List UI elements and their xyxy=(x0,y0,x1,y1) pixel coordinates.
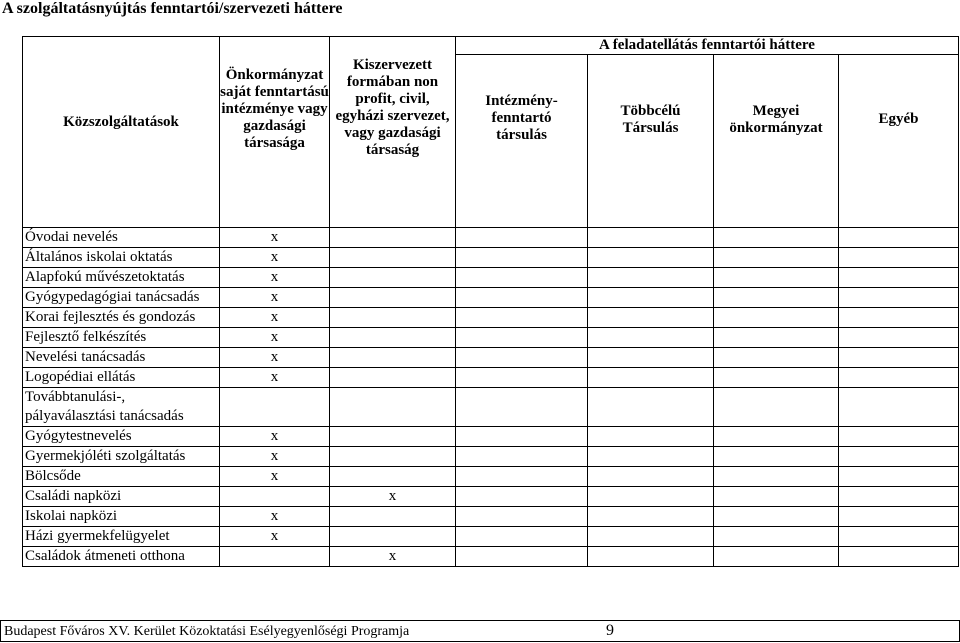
page-title: A szolgáltatásnyújtás fenntartói/szervezeti háttere xyxy=(2,0,343,17)
mark-cell xyxy=(456,427,588,447)
mark-cell xyxy=(839,507,959,527)
mark-cell: x xyxy=(220,248,330,268)
mark-cell xyxy=(330,527,456,547)
mark-cell xyxy=(714,228,839,248)
header-services xyxy=(23,37,220,228)
mark-cell: x xyxy=(220,348,330,368)
header-institution-association xyxy=(456,55,588,228)
mark-cell xyxy=(839,348,959,368)
mark-cell xyxy=(330,348,456,368)
mark-cell xyxy=(588,248,714,268)
header-services-label: Közszolgáltatások xyxy=(63,113,179,130)
mark-cell xyxy=(330,388,456,427)
mark-cell xyxy=(220,388,330,427)
mark-cell xyxy=(456,388,588,427)
mark-cell xyxy=(839,328,959,348)
mark-cell: x xyxy=(220,507,330,527)
service-name: Családi napközi xyxy=(23,487,220,507)
mark-cell xyxy=(839,388,959,427)
service-background-table xyxy=(22,36,959,567)
mark-cell: x xyxy=(220,527,330,547)
table-row xyxy=(23,368,959,388)
service-name: Gyermekjóléti szolgáltatás xyxy=(23,447,220,467)
mark-cell: x xyxy=(330,547,456,567)
mark-cell xyxy=(588,467,714,487)
page-number: 9 xyxy=(606,622,614,639)
table-row xyxy=(23,507,959,527)
mark-cell xyxy=(839,288,959,308)
mark-cell xyxy=(456,268,588,288)
mark-cell xyxy=(714,527,839,547)
page-footer xyxy=(0,620,960,642)
mark-cell xyxy=(456,228,588,248)
table-row xyxy=(23,427,959,447)
mark-cell xyxy=(714,308,839,328)
mark-cell xyxy=(330,308,456,328)
mark-cell: x xyxy=(220,288,330,308)
mark-cell xyxy=(839,547,959,567)
mark-cell xyxy=(839,368,959,388)
header-other xyxy=(839,55,959,228)
table-body xyxy=(23,228,959,567)
header-group xyxy=(456,37,959,55)
mark-cell: x xyxy=(220,368,330,388)
mark-cell xyxy=(330,507,456,527)
mark-cell xyxy=(714,467,839,487)
table-row xyxy=(23,547,959,567)
service-name: Alapfokú művészetoktatás xyxy=(23,268,220,288)
service-name: Házi gyermekfelügyelet xyxy=(23,527,220,547)
mark-cell: x xyxy=(220,447,330,467)
table-row xyxy=(23,228,959,248)
mark-cell xyxy=(330,447,456,467)
table-row xyxy=(23,487,959,507)
mark-cell xyxy=(714,487,839,507)
table-row xyxy=(23,467,959,487)
mark-cell: x xyxy=(220,467,330,487)
mark-cell xyxy=(588,388,714,427)
mark-cell xyxy=(839,487,959,507)
table-row xyxy=(23,348,959,368)
mark-cell xyxy=(456,487,588,507)
mark-cell xyxy=(714,388,839,427)
header-multi-purpose-association-label: Többcélú Társulás xyxy=(620,103,681,136)
mark-cell xyxy=(839,527,959,547)
mark-cell xyxy=(714,368,839,388)
mark-cell xyxy=(330,368,456,388)
service-name: Családok átmeneti otthona xyxy=(23,547,220,567)
mark-cell xyxy=(456,547,588,567)
mark-cell: x xyxy=(220,427,330,447)
mark-cell: x xyxy=(220,308,330,328)
mark-cell xyxy=(839,228,959,248)
service-name: Logopédiai ellátás xyxy=(23,368,220,388)
service-name: Gyógytestnevelés xyxy=(23,427,220,447)
mark-cell: x xyxy=(220,228,330,248)
mark-cell xyxy=(714,328,839,348)
mark-cell xyxy=(456,348,588,368)
service-name: Fejlesztő felkészítés xyxy=(23,328,220,348)
mark-cell: x xyxy=(330,487,456,507)
service-name: Nevelési tanácsadás xyxy=(23,348,220,368)
mark-cell xyxy=(588,368,714,388)
mark-cell xyxy=(714,547,839,567)
mark-cell xyxy=(456,288,588,308)
service-name: Korai fejlesztés és gondozás xyxy=(23,308,220,328)
table-row xyxy=(23,447,959,467)
mark-cell xyxy=(714,268,839,288)
mark-cell xyxy=(456,248,588,268)
mark-cell xyxy=(588,268,714,288)
mark-cell xyxy=(588,328,714,348)
mark-cell xyxy=(456,368,588,388)
service-name: Továbbtanulási-, pályaválasztási tanácsadás xyxy=(23,388,220,427)
mark-cell xyxy=(714,288,839,308)
mark-cell xyxy=(330,288,456,308)
mark-cell xyxy=(456,328,588,348)
mark-cell xyxy=(588,487,714,507)
header-institution-association-label: Intézmény-fenntartó társulás xyxy=(485,93,558,143)
mark-cell xyxy=(588,427,714,447)
mark-cell xyxy=(330,228,456,248)
mark-cell xyxy=(456,308,588,328)
header-county-government-label: Megyei önkormányzat xyxy=(729,103,823,136)
table-row xyxy=(23,248,959,268)
mark-cell xyxy=(588,308,714,328)
header-own-institution xyxy=(220,37,330,228)
mark-cell: x xyxy=(220,268,330,288)
mark-cell xyxy=(839,447,959,467)
header-outsourced-label: Kiszervezett formában non profit, civil, egyházi szervezet, vagy gazdasági társaság xyxy=(335,57,450,158)
mark-cell xyxy=(330,427,456,447)
mark-cell xyxy=(588,288,714,308)
mark-cell xyxy=(330,268,456,288)
mark-cell xyxy=(714,447,839,467)
mark-cell xyxy=(220,487,330,507)
header-other-label: Egyéb xyxy=(878,111,919,127)
mark-cell xyxy=(588,507,714,527)
mark-cell xyxy=(330,328,456,348)
service-name: Óvodai nevelés xyxy=(23,228,220,248)
mark-cell xyxy=(588,228,714,248)
table-row xyxy=(23,328,959,348)
footer-text: Budapest Főváros XV. Kerület Közoktatási Esélyegyenlőségi Programja xyxy=(4,624,410,639)
mark-cell xyxy=(588,527,714,547)
header-outsourced xyxy=(330,37,456,228)
mark-cell xyxy=(588,348,714,368)
service-name: Bölcsőde xyxy=(23,467,220,487)
mark-cell xyxy=(714,348,839,368)
mark-cell xyxy=(714,507,839,527)
mark-cell xyxy=(839,467,959,487)
service-name: Iskolai napközi xyxy=(23,507,220,527)
table-row xyxy=(23,527,959,547)
mark-cell xyxy=(839,427,959,447)
mark-cell: x xyxy=(220,328,330,348)
header-group-label: A feladatellátás fenntartói háttere xyxy=(599,37,815,53)
mark-cell xyxy=(839,308,959,328)
table-row xyxy=(23,268,959,288)
service-name: Gyógypedagógiai tanácsadás xyxy=(23,288,220,308)
mark-cell xyxy=(714,427,839,447)
mark-cell xyxy=(839,248,959,268)
mark-cell xyxy=(588,547,714,567)
table-row xyxy=(23,388,959,427)
table-row xyxy=(23,308,959,328)
mark-cell xyxy=(714,248,839,268)
mark-cell xyxy=(456,507,588,527)
mark-cell xyxy=(330,467,456,487)
mark-cell xyxy=(456,527,588,547)
header-own-institution-label: Önkormányzat saját fenntartású intézménye vagy gazdasági társasága xyxy=(220,67,329,151)
mark-cell xyxy=(456,447,588,467)
mark-cell xyxy=(456,467,588,487)
service-name: Általános iskolai oktatás xyxy=(23,248,220,268)
mark-cell xyxy=(330,248,456,268)
header-multi-purpose-association xyxy=(588,55,714,228)
mark-cell xyxy=(220,547,330,567)
mark-cell xyxy=(588,447,714,467)
header-county-government xyxy=(714,55,839,228)
mark-cell xyxy=(839,268,959,288)
table-row xyxy=(23,288,959,308)
